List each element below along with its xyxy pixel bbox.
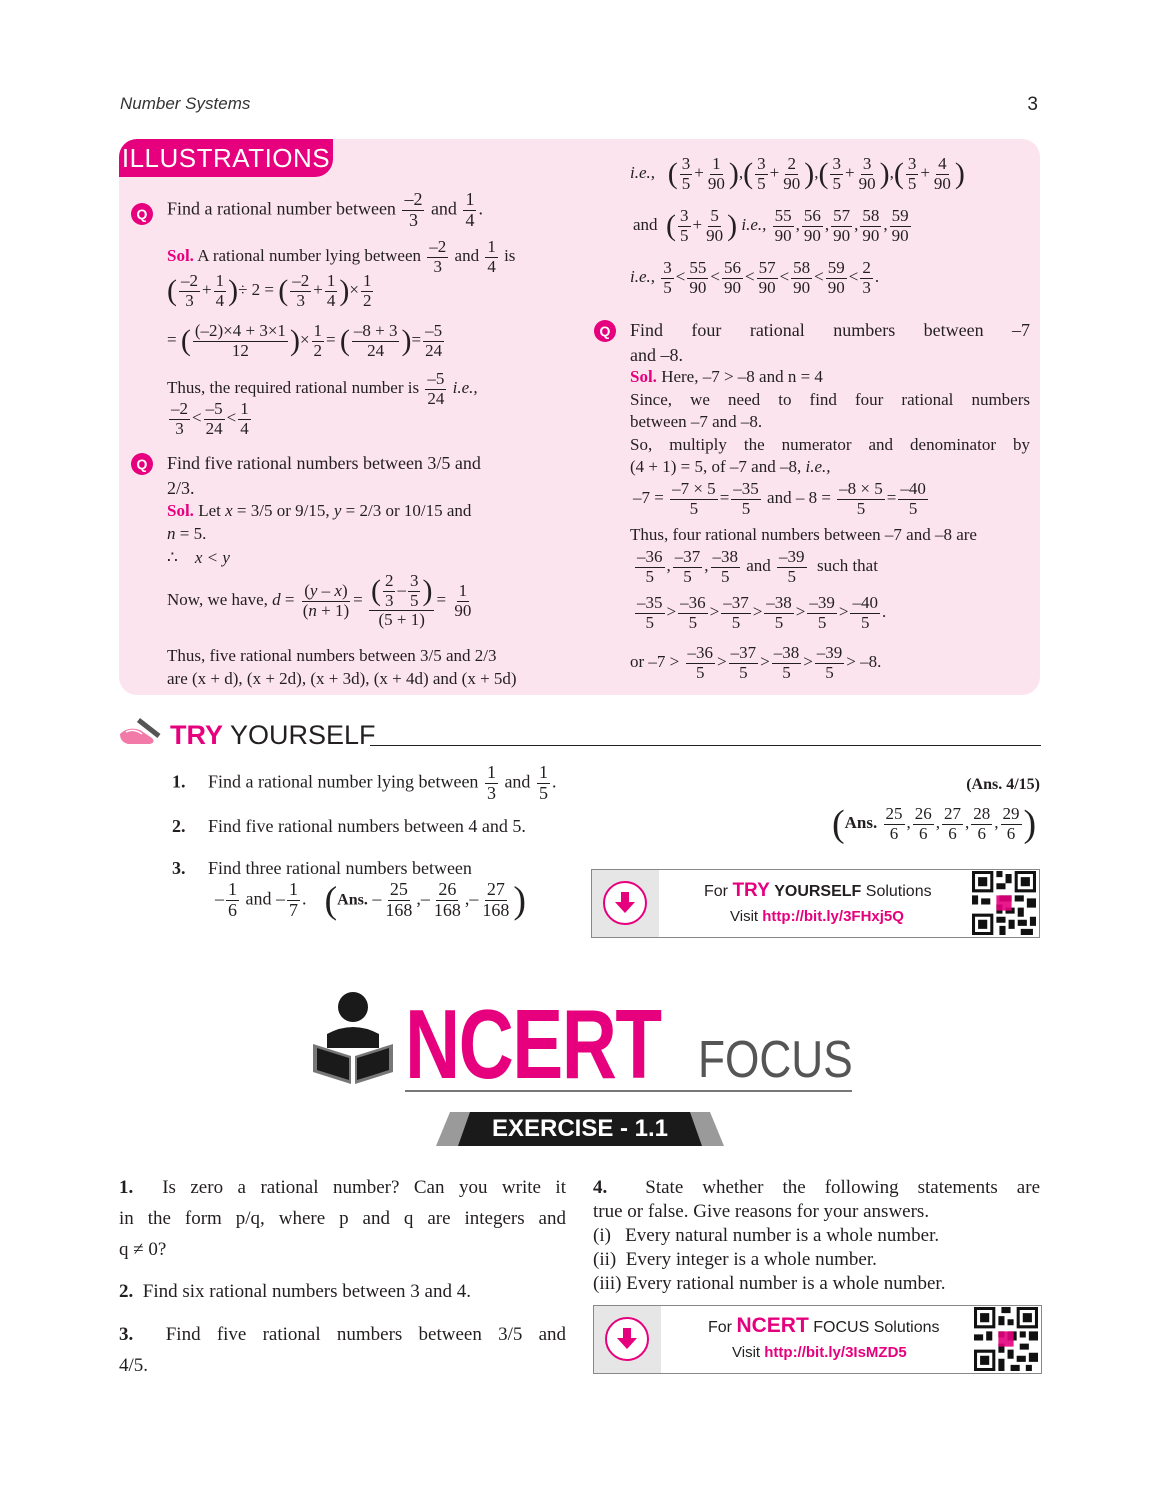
q3-chain2: or –7 > $\frac{-36}{5}$ > $\frac{-37}{5}$ > $\frac{-38}{5}$ > $\frac{-39}{5}$ > –8. [630,643,882,682]
q3-since-line1: Since, we need to find four rational numbers [630,389,1030,409]
ans-label: Ans. [844,813,878,833]
visit-text: Visit [730,908,759,925]
q2-and-line: and ( $\frac{3}{5}$ + $\frac{5}{90}$ ) i.e., $\frac{55}{90}$ , $\frac{56}{90}$ , $\frac{57}{90}$ , $\frac{58}{90}$ , $\frac{59}{90}$ [633,206,909,245]
question-number: 4. [593,1177,608,1198]
reader-icon [307,990,399,1086]
q2-text-line2: 2/3. [167,478,195,498]
q1-sol-text: A rational number lying between [197,246,422,266]
solutions-word: Solutions [873,1319,940,1336]
exercise-q4-line2: true or false. Give reasons for your answers. [593,1201,930,1222]
q2-question [167,451,481,501]
q2-sol-let: Let [198,501,221,520]
exercise-q2-line1: Find six rational numbers between 3 and 4. [142,1281,471,1302]
exercise-q4-sub-iii: (iii) Every rational number is a whole number. [593,1273,946,1294]
try-solutions-url[interactable]: http://bit.ly/3FHxj5Q [762,908,904,925]
item-number: 2. [172,816,186,836]
exercise-q3-line2: 4/5. [119,1355,149,1376]
q1-text: Find a rational number between [167,198,396,219]
ncert-title: NCERT [405,989,661,1099]
ncert-solutions-box[interactable] [593,1305,1042,1374]
try-item-3-text: Find three rational numbers between [208,858,472,878]
q1-thus-text: Thus, the required rational number is [167,378,420,398]
ncert-solutions-line1 [708,1314,940,1338]
try-item-2 [172,815,526,837]
download-icon[interactable] [603,881,647,925]
sol-label: Sol. [167,246,194,266]
q2-text-line1: Find five rational numbers between 3/5 and [167,453,481,473]
question-number: 3. [119,1324,134,1345]
q3-sol-text: Here, –7 > –8 and n = 4 [661,367,823,386]
yourself-word: YOURSELF [774,883,862,900]
question-number: 2. [119,1281,134,1302]
ncert-solutions-url[interactable]: http://bit.ly/3IsMZD5 [764,1344,907,1361]
q3-multiply-eq: –7 = $\frac{-7 \times 5}{5}$ = $\frac{-35}{5}$ and – 8 = $\frac{-8 \times 5}{5}$ = $\frac{-40}{5}$ [633,479,926,518]
q3-since-line2: between –7 and –8. [630,412,763,431]
q2-now-text: Now, we have, [167,589,268,609]
q1-and: and [430,198,457,219]
q3-text-line2: and –8. [630,345,683,365]
q2-sol-line2: n = 5. [167,524,207,543]
exercise-q4-sub-ii: (ii) Every integer is a whole number. [593,1249,877,1270]
download-icon[interactable] [605,1317,649,1361]
try-item-3-and: and [245,888,272,909]
try-yourself-title [170,720,376,751]
exercise-q4-line1: State whether the following statements are [645,1177,1041,1198]
exercise-q1-line2: in the form p/q, where p and q are integers and [119,1208,566,1229]
try-solutions-box[interactable] [591,869,1040,938]
q2-ie: i.e., [630,267,656,287]
q3-thus-line: Thus, four rational numbers between –7 and –8 are [630,525,977,544]
therefore-symbol: ∴ [167,548,178,567]
ncert-word: NCERT [736,1314,809,1337]
try-item-1-text: Find a rational number lying between [208,771,479,792]
q1-solution-line1: Sol. A rational number lying between $\frac{-2}{3}$ and $\frac{1}{4}$ is [167,237,516,276]
question-icon: Q [131,203,153,225]
question-icon: Q [131,453,153,475]
q2-sol-n: = 5. [179,524,207,543]
qr-code-icon[interactable] [974,1307,1038,1371]
q2-sol-line3 [167,547,230,569]
try-word: TRY [170,720,223,750]
q1-is: is [504,246,516,266]
exercise-q2 [119,1276,471,1307]
q2-ie: i.e., [741,215,767,235]
exercise-q3-line1: Find five rational numbers between 3/5 and [165,1324,567,1345]
try-item-2-answer: (Ans. $\frac{25}{6}$ , $\frac{26}{6}$ , $\frac{27}{6}$ , $\frac{28}{6}$ , $\frac{29}{6}$ ) [832,803,1037,846]
try-item-2-text: Find five rational numbers between 4 and 5. [208,816,526,836]
question-number: 1. [119,1177,134,1198]
ncert-rule [405,1090,852,1092]
exercise-label: EXERCISE - 1.1 [491,1115,669,1142]
exercise-q1 [119,1172,566,1265]
q2-sol-y: = 2/3 or 10/15 and [345,501,472,520]
q2-ie: i.e., [630,163,656,183]
try-item-3-fractions: – $\frac{1}{6}$ and – $\frac{1}{7}$ . (Ans. – $\frac{25}{168}$ ,– $\frac{26}{168}$ ,– $\frac{27}{168}$ ) [215,879,526,922]
item-number: 1. [172,771,186,792]
q2-sol-x: = 3/5 or 9/15, [236,501,330,520]
try-word: TRY [732,880,770,901]
sol-label: Sol. [167,501,194,520]
yourself-word: YOURSELF [230,720,376,750]
try-item-1: 1. Find a rational number lying between $\frac{1}{3}$ and $\frac{1}{5}$ . [172,762,557,803]
running-head: Number Systems [120,94,251,113]
q2-thus [167,644,517,690]
q1-equation2: = ( $\frac{(-2)\times 4 + 3\times 1}{12}$ )× $\frac{1}{2}$ = ( $\frac{-8 + 3}{24}$ )= $\frac{-5}{24}$ [167,321,443,360]
illustrations-tab: ILLUSTRATIONS [119,139,333,177]
exercise-q1-line3: q ≠ 0? [119,1239,167,1260]
q3-and: and [746,556,771,576]
q2-sol-line1: Sol. Let x = 3/5 or 9/15, y = 2/3 or 10/15 and [167,501,472,520]
try-solutions-line1 [704,880,932,902]
q3-ie: i.e., [805,457,831,476]
q3-chain1: $\frac{-35}{5}$ > $\frac{-36}{5}$ > $\frac{-37}{5}$ > $\frac{-38}{5}$ > $\frac{-39}{5}$ > $\frac{-40}{5}$ . [637,593,887,632]
q1-question: Find a rational number between $\frac{-2}{3}$ and $\frac{1}{4}$ . [167,189,483,230]
page-number: 3 [1027,94,1038,115]
q1-inequality: $\frac{-2}{3}$ < $\frac{-5}{24}$ < $\frac{1}{4}$ [171,399,249,438]
question-icon: Q [594,320,616,342]
q2-and: and [633,215,658,235]
item-number: 3. [172,858,186,878]
q3-question [630,318,1030,368]
for-text: For [704,883,728,900]
q2-inequality: i.e., $\frac{3}{5}$ < $\frac{55}{90}$ < $\frac{56}{90}$ < $\frac{57}{90}$ < $\frac{58}{90}$ < $\frac{59}{90}$ < $\frac{2}{3}$ . [630,258,880,297]
q3-so-line1: So, multiply the numerator and denominator by [630,434,1030,454]
focus-title: FOCUS [698,1031,853,1089]
solutions-word: Solutions [865,883,932,900]
q1-ie: i.e., [452,378,478,398]
q3-or: or [630,652,645,672]
try-solutions-link[interactable] [730,908,904,925]
q2-thus-line1: Thus, five rational numbers between 3/5 and 2/3 [167,646,497,665]
q2-d-equation: Now, we have, d = $\frac{(y - x)}{(n + 1)}$ = ( $\frac{2}{3}$ – $\frac{3}{5}$ ) (5 + 1) = $\frac{1}{90}$ [167,571,472,630]
q3-solution [630,366,1030,479]
q3-four-numbers: $\frac{-36}{5}$ , $\frac{-37}{5}$ , $\frac{-38}{5}$ and $\frac{-39}{5}$ such that [637,547,878,586]
writing-hand-icon [118,712,166,748]
q1-equation1: ( $\frac{-2}{3}$ + $\frac{1}{4}$ )÷ 2 = ( $\frac{-2}{3}$ + $\frac{1}{4}$ )× $\frac{1}{2}$ [167,271,372,310]
exercise-q4-sub-i: (i) Every natural number is a whole number. [593,1225,940,1246]
q3-text-line1: Find four rational numbers between –7 [630,320,1030,340]
try-item-1-and: and [504,771,531,792]
visit-text: Visit [732,1344,761,1361]
exercise-q1-line1: Is zero a rational number? Can you write it [162,1177,566,1198]
q1-thus: Thus, the required rational number is $\frac{-5}{24}$ i.e., [167,369,478,408]
q2-thus-line2: are (x + d), (x + 2d), (x + 3d), (x + 4d) and (x + 5d) [167,669,517,688]
try-item-1-answer: (Ans. 4/15) [966,776,1040,793]
try-item-3 [172,857,472,879]
qr-code-icon[interactable] [972,871,1036,935]
q3-such-that: such that [817,556,878,576]
exercise-badge [436,1112,724,1146]
focus-word: FOCUS [813,1319,870,1336]
exercise-q4 [593,1176,1040,1296]
ncert-solutions-link[interactable] [732,1344,907,1361]
sol-label: Sol. [630,367,657,386]
q3-so-line2: (4 + 1) = 5, of –7 and –8, [630,457,802,476]
try-yourself-rule [370,745,1041,746]
ans-label: Ans. [337,891,368,909]
exercise-q3 [119,1319,566,1381]
q2-ie-line: i.e., ( $\frac{3}{5}$ + $\frac{1}{90}$ ),( $\frac{3}{5}$ + $\frac{2}{90}$ ),( $\frac{3}{5}$ + $\frac{3}{90}$ ),( $\frac{3}{5}$ + $\frac{4}{90}$ ) [630,154,965,193]
for-text: For [708,1319,732,1336]
q2-x-lt-y: x < y [194,548,230,567]
